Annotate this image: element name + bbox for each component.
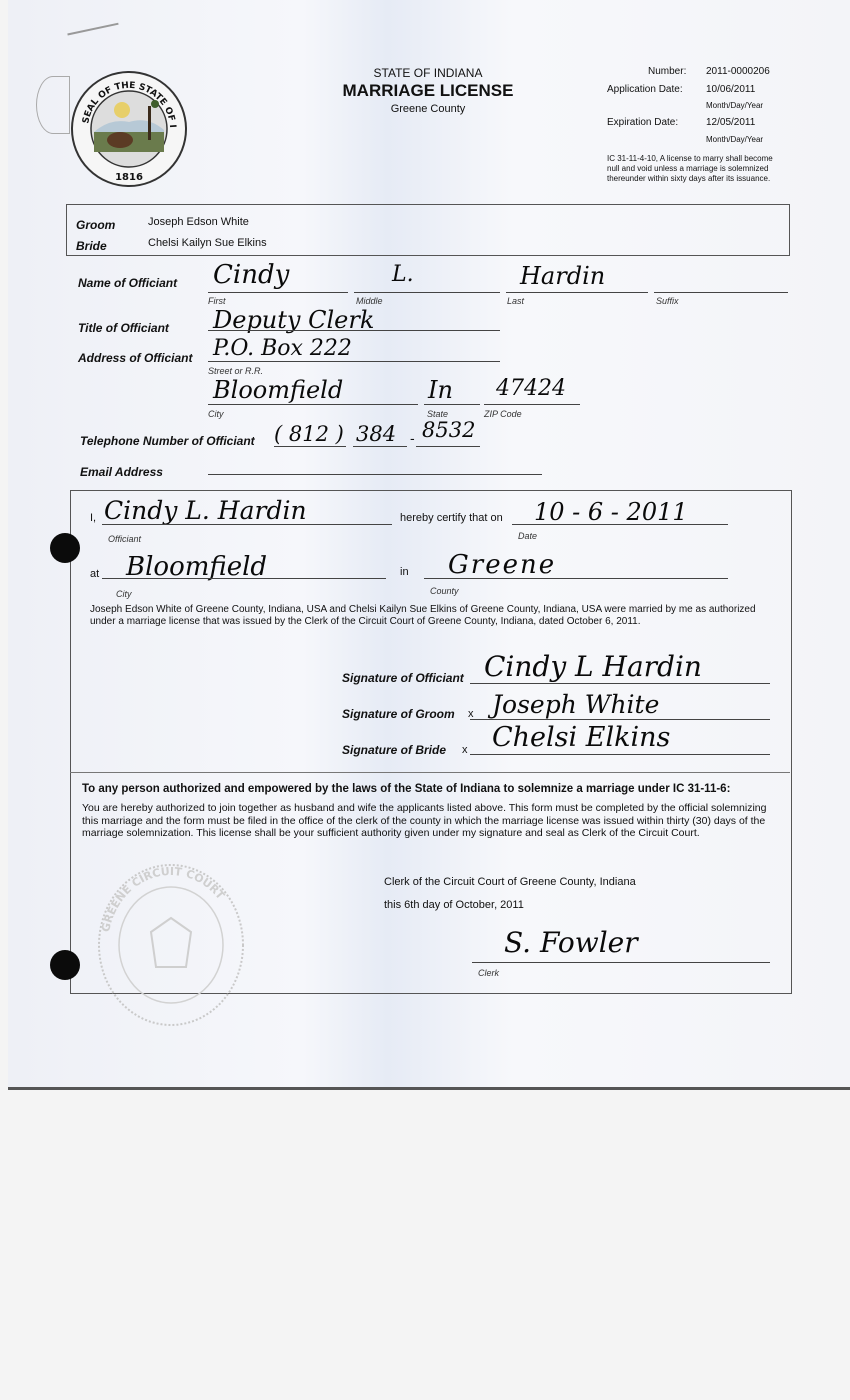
- officiant-name-label: Name of Officiant: [78, 276, 178, 290]
- officiant-signature-line: [470, 683, 770, 684]
- bride-label: Bride: [76, 239, 107, 253]
- bride-signature-x: x: [462, 744, 468, 756]
- at-label: at: [90, 568, 100, 580]
- phone-area-code: ( 812 ): [274, 422, 344, 446]
- groom-signature: Joseph White: [492, 690, 660, 719]
- groom-name: Joseph Edson White: [148, 216, 249, 228]
- number-label: Number:: [648, 66, 687, 77]
- marriage-county-label: County: [430, 586, 459, 596]
- email-label: Email Address: [80, 465, 163, 479]
- staple-mark: [67, 23, 120, 46]
- groom-signature-label: Signature of Groom: [342, 707, 455, 721]
- authorization-heading: To any person authorized and empowered by the laws of the State of Indiana to solemnize a marriage under IC 31-11-6:: [82, 783, 731, 795]
- certificate-officiant-signature: Cindy L. Hardin: [104, 496, 307, 525]
- state-heading: STATE OF INDIANA: [373, 66, 483, 80]
- certificate-officiant-line: [102, 524, 392, 525]
- clerk-signature-line: [472, 962, 770, 963]
- officiant-state: In: [428, 376, 453, 404]
- city-line: [208, 404, 418, 405]
- groom-label: Groom: [76, 218, 116, 232]
- bride-signature: Chelsi Elkins: [492, 722, 671, 753]
- officiant-address-label: Address of Officiant: [78, 351, 193, 365]
- marriage-city: Bloomfield: [126, 552, 268, 582]
- officiant-first-name: Cindy: [213, 260, 290, 290]
- bride-name: Chelsi Kailyn Sue Elkins: [148, 237, 267, 249]
- application-date-label: Application Date:: [607, 84, 683, 95]
- city-label: City: [208, 409, 224, 419]
- phone-label: Telephone Number of Officiant: [80, 434, 255, 448]
- suffix-label: Suffix: [656, 296, 679, 306]
- certificate-officiant-label: Officiant: [108, 534, 142, 544]
- punch-hole-bottom: [50, 950, 80, 980]
- i-label: I,: [90, 512, 97, 524]
- marriage-county: Greene: [448, 550, 557, 580]
- state-line: [424, 404, 480, 405]
- seal-year: 1816: [115, 172, 143, 183]
- last-label: Last: [507, 296, 525, 306]
- state-label: State: [427, 409, 449, 419]
- phone-line-number: 8532: [422, 418, 476, 442]
- phone-prefix: 384: [356, 422, 397, 446]
- license-number: 2011-0000206: [706, 66, 770, 77]
- marriage-city-line: [102, 578, 386, 579]
- officiant-zip: 47424: [496, 376, 566, 401]
- officiant-title: Deputy Clerk: [213, 306, 375, 334]
- middle-label: Middle: [356, 296, 383, 306]
- groom-signature-line: [470, 719, 770, 720]
- phone-dash: -: [410, 430, 415, 446]
- license-sheet: [8, 0, 850, 1090]
- clerk-court-line: Clerk of the Circuit Court of Greene County, Indiana: [384, 876, 636, 888]
- last-name-line: [506, 292, 648, 293]
- seal-text: SEAL OF THE STATE OF I: [81, 80, 178, 129]
- expiration-date-format: Month/Day/Year: [706, 135, 764, 144]
- title-line: [208, 330, 500, 331]
- in-label: in: [400, 566, 409, 578]
- marriage-date: 10 - 6 - 2011: [534, 498, 688, 526]
- phone-area-line: [274, 446, 346, 447]
- bride-signature-line: [470, 754, 770, 755]
- officiant-middle-name: L.: [392, 262, 414, 287]
- zip-label: ZIP Code: [484, 409, 522, 419]
- first-label: First: [208, 296, 226, 306]
- street-line: [208, 361, 500, 362]
- header-block: [308, 66, 548, 115]
- marriage-date-label: Date: [518, 531, 538, 541]
- authorization-body: You are hereby authorized to join together as husband and wife the applicants listed above. This form must be completed by the official solemnizing this marriage and the form must be filed in the office of the clerk of the county in which the marriage license was issued within thirty (30) days of the marriage solemnization. This license shall be your sufficient authority given under my signature and seal as Clerk of the Circuit Court.: [82, 802, 767, 839]
- bride-signature-label: Signature of Bride: [342, 743, 447, 757]
- officiant-last-name: Hardin: [520, 262, 606, 290]
- punch-hole-top: [50, 533, 80, 563]
- expiration-date: 12/05/2011: [706, 117, 756, 128]
- officiant-signature-label: Signature of Officiant: [342, 671, 464, 685]
- officiant-signature: Cindy L Hardin: [484, 650, 702, 683]
- groom-signature-x: x: [468, 708, 474, 720]
- issue-day-line: this 6th day of October, 2011: [384, 899, 524, 911]
- officiant-city: Bloomfield: [213, 376, 344, 404]
- statute-note: IC 31-11-4-10, A license to marry shall become null and void unless a marriage is solemnized thereunder within sixty days after its issuance.: [607, 154, 773, 183]
- marriage-date-line: [512, 524, 728, 525]
- marriage-city-label: City: [116, 589, 132, 599]
- marriage-statement: Joseph Edson White of Greene County, Indiana, USA and Chelsi Kailyn Sue Elkins of Greene County, Indiana, USA were married by me as authorized under a marriage license that was issued by the Clerk of the Circuit Court of Greene County, Indiana, dated October 6, 2011.: [90, 604, 756, 627]
- phone-prefix-line: [353, 446, 407, 447]
- license-title: MARRIAGE LICENSE: [342, 81, 514, 100]
- first-name-line: [208, 292, 348, 293]
- seal-emboss-ring: [36, 76, 70, 134]
- phone-number-line: [416, 446, 480, 447]
- expiration-date-label: Expiration Date:: [607, 117, 679, 128]
- zip-line: [484, 404, 580, 405]
- state-seal: [70, 70, 188, 188]
- marriage-county-line: [424, 578, 728, 579]
- officiant-street: P.O. Box 222: [213, 336, 352, 361]
- county-heading: Greene County: [390, 103, 466, 115]
- court-seal-emboss: [96, 862, 246, 1028]
- middle-name-line: [354, 292, 500, 293]
- section-divider: [70, 772, 790, 773]
- application-date-format: Month/Day/Year: [706, 101, 764, 110]
- clerk-label: Clerk: [478, 968, 500, 978]
- officiant-title-label: Title of Officiant: [78, 321, 169, 335]
- clerk-signature: S. Fowler: [504, 926, 638, 959]
- suffix-line: [654, 292, 788, 293]
- application-date: 10/06/2011: [706, 84, 756, 95]
- court-seal-text: GREENE CIRCUIT COURT: [99, 864, 227, 934]
- street-label: Street or R.R.: [208, 366, 264, 376]
- email-line: [208, 474, 542, 475]
- certify-text: hereby certify that on: [400, 512, 503, 524]
